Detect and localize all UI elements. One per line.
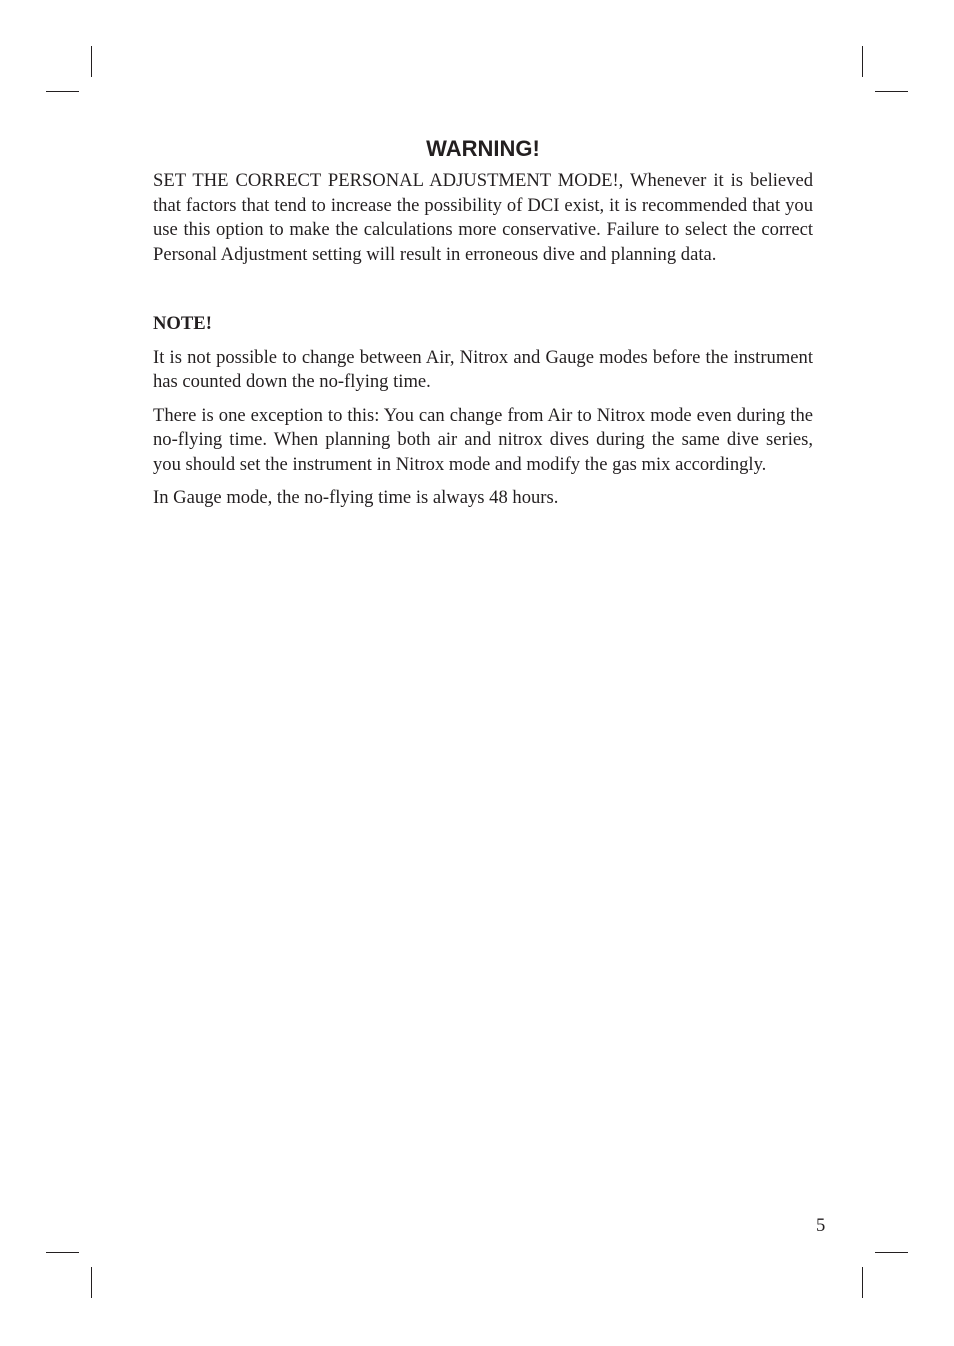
note-paragraph: There is one exception to this: You can change from Air to Nitrox mode even during the no-flying time. When planning both air and nitrox dives during the same dive series, you should set the instrument in Nitrox mode and modify the gas mix accordingly. xyxy=(153,404,813,475)
crop-mark-top-left-horizontal xyxy=(46,91,79,92)
warning-text: SET THE CORRECT PERSONAL ADJUSTMENT MODE!, Whenever it is believed that factors that tend to increase the possibility of DCI exist, it is recommended that you use this option to make the calculations more conservative. Failure to select the correct Personal Adjustment setting will result in erroneous dive and planning data. xyxy=(153,170,813,265)
page-number: 5 xyxy=(816,1215,826,1236)
crop-mark-bottom-left-horizontal xyxy=(46,1252,79,1253)
warning-title: WARNING! xyxy=(426,136,540,161)
crop-mark-bottom-right-vertical xyxy=(862,1267,863,1298)
crop-mark-top-right-horizontal xyxy=(875,91,908,92)
crop-mark-top-right-vertical xyxy=(862,46,863,77)
note-paragraph: In Gauge mode, the no-flying time is always 48 hours. xyxy=(153,487,559,508)
note-paragraph: It is not possible to change between Air, Nitrox and Gauge modes before the instrument has counted down the no-flying time. xyxy=(153,346,813,392)
crop-mark-top-left-vertical xyxy=(91,46,92,77)
crop-mark-bottom-right-horizontal xyxy=(875,1252,908,1253)
crop-mark-bottom-left-vertical xyxy=(91,1267,92,1298)
note-heading: NOTE! xyxy=(153,313,212,334)
page-content xyxy=(153,134,813,520)
